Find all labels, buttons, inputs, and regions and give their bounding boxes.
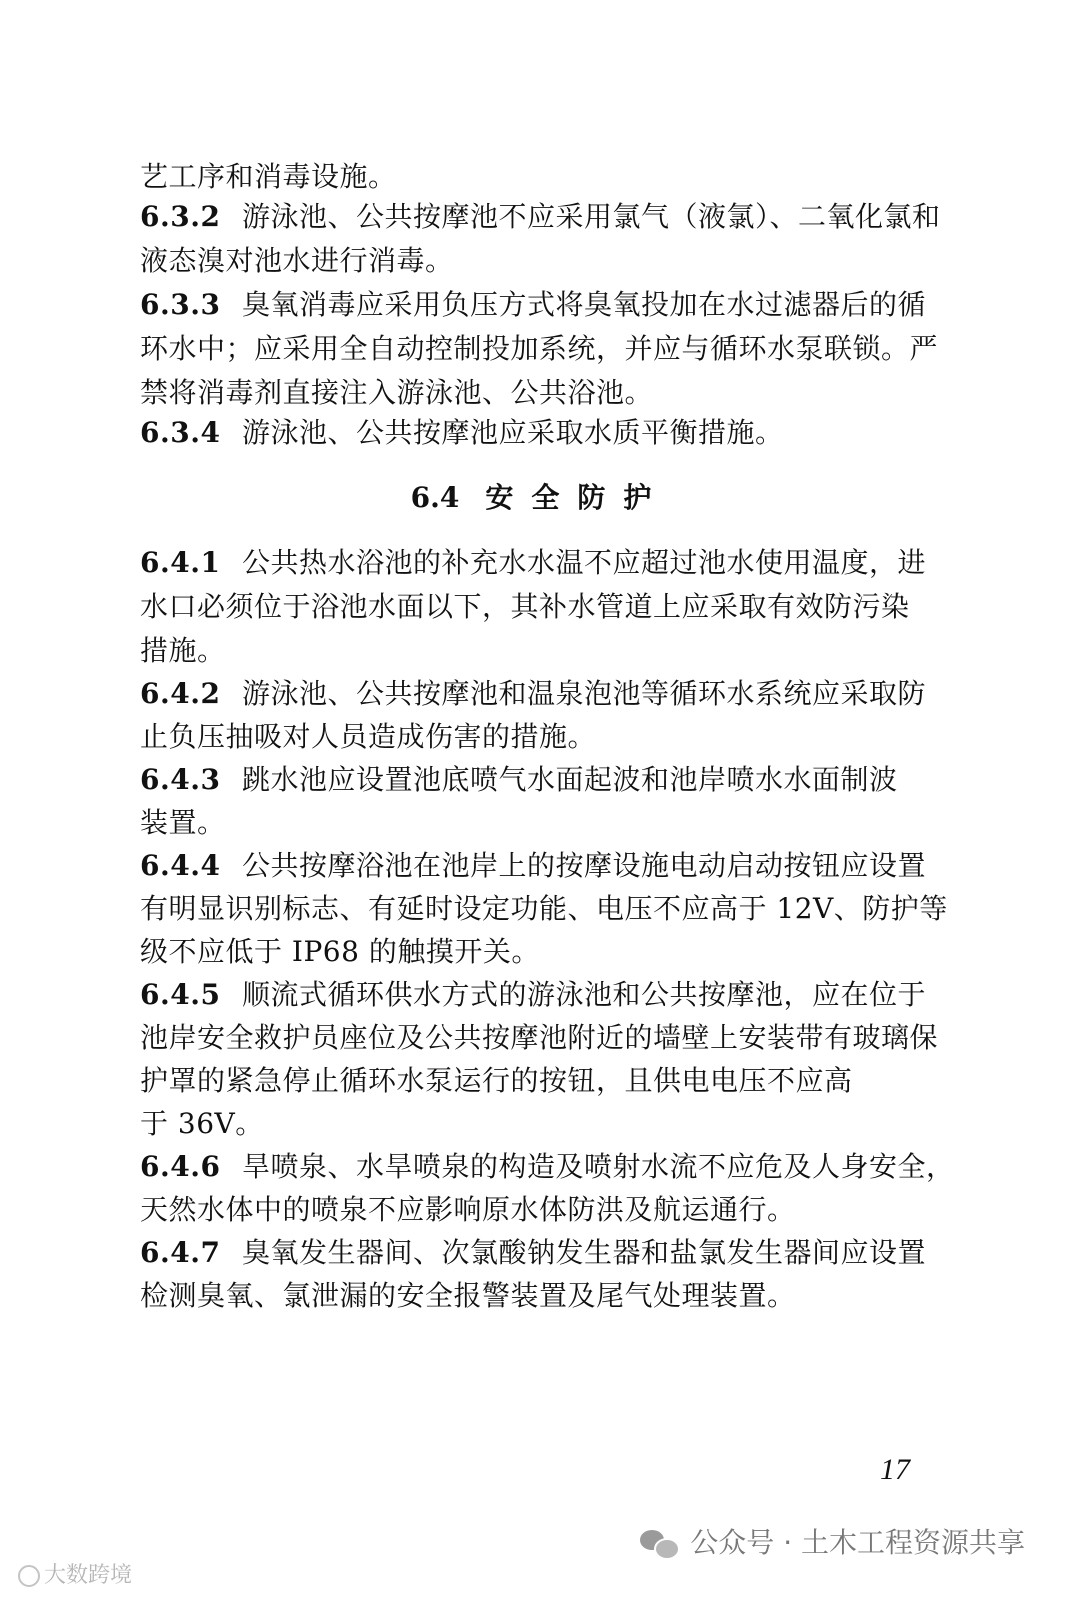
clause-number: 6.4.2 [140, 677, 221, 710]
clause-number: 6.4.3 [140, 763, 221, 796]
text-line [140, 197, 940, 237]
clause-text: 水口必须位于浴池水面以下，其补水管道上应采取有效防污染 [140, 590, 910, 623]
text-line [140, 674, 940, 714]
clause-text: 臭氧消毒应采用负压方式将臭氧投加在水过滤器后的循 [242, 288, 927, 321]
clause-text: 于 36V。 [140, 1107, 264, 1140]
clause-text: 游泳池、公共按摩池应采取水质平衡措施。 [242, 416, 784, 449]
clause-text: 液态溴对池水进行消毒。 [140, 244, 454, 277]
clause-text: 禁将消毒剂直接注入游泳池、公共浴池。 [140, 376, 654, 409]
clause-text: 措施。 [140, 634, 226, 667]
clause-text: 臭氧发生器间、次氯酸钠发生器和盐氯发生器间应设置 [242, 1236, 927, 1269]
text-line [140, 1190, 940, 1230]
clause-text: 公共热水浴池的补充水水温不应超过池水使用温度，进 [242, 546, 927, 579]
text-line [140, 329, 940, 369]
text-line [140, 543, 940, 583]
text-line [140, 932, 940, 972]
clause-text: 护罩的紧急停止循环水泵运行的按钮，且供电电压不应高 [140, 1064, 853, 1097]
clause-number: 6.3.4 [140, 416, 221, 449]
clause-text: 检测臭氧、氯泄漏的安全报警装置及尾气处理装置。 [140, 1279, 796, 1312]
clause-number: 6.4.4 [140, 849, 221, 882]
clause-number: 6.4.7 [140, 1236, 221, 1269]
smile-icon [18, 1565, 40, 1587]
clause-text: 游泳池、公共按摩池和温泉泡池等循环水系统应采取防 [242, 677, 927, 710]
clause-text: 天然水体中的喷泉不应影响原水体防洪及航运通行。 [140, 1193, 796, 1226]
wechat-watermark [640, 1523, 1025, 1563]
clause-text: 装置。 [140, 806, 226, 839]
clause-text: 旱喷泉、水旱喷泉的构造及喷射水流不应危及人身安全， [242, 1150, 955, 1183]
text-line [140, 889, 948, 929]
clause-text: 游泳池、公共按摩池不应采用氯气（液氯）、二氧化氯和 [242, 200, 941, 233]
clause-text: 环水中；应采用全自动控制投加系统，并应与循环水泵联锁。严 [140, 332, 939, 365]
page-number: 17 [880, 1453, 910, 1486]
text-line [140, 1233, 940, 1273]
text-line [140, 803, 940, 843]
clause-text: 级不应低于 IP68 的触摸开关。 [140, 935, 540, 968]
text-line [140, 1147, 955, 1187]
text-line [140, 1276, 940, 1316]
clause-number: 6.4.1 [140, 546, 221, 579]
text-line [140, 631, 940, 671]
text-line [140, 717, 940, 757]
clause-number: 6.4.6 [140, 1150, 221, 1183]
text-line [140, 1018, 940, 1058]
clause-text: 池岸安全救护员座位及公共按摩池附近的墙壁上安装带有玻璃保 [140, 1021, 939, 1054]
text-line [140, 373, 940, 413]
corner-watermark [18, 1561, 132, 1591]
clause-text: 止负压抽吸对人员造成伤害的措施。 [140, 720, 597, 753]
corner-watermark-text: 大数跨境 [44, 1563, 133, 1588]
section-title: 安全防护 [485, 481, 670, 514]
text-line [140, 587, 940, 627]
text-line [140, 760, 940, 800]
section-heading [0, 478, 1080, 518]
clause-number: 6.3.2 [140, 200, 221, 233]
text-line [140, 285, 940, 325]
watermark-text: 公众号 · 土木工程资源共享 [690, 1526, 1025, 1559]
text-line [140, 241, 940, 281]
wechat-icon [640, 1528, 678, 1558]
clause-number: 6.4.5 [140, 978, 221, 1011]
text-line [140, 413, 940, 453]
clause-text: 有明显识别标志、有延时设定功能、电压不应高于 12V、防护等 [140, 892, 948, 925]
clause-text: 跳水池应设置池底喷气水面起波和池岸喷水水面制波 [242, 763, 898, 796]
text-line [140, 975, 940, 1015]
text-line [140, 157, 940, 197]
section-number: 6.4 [410, 481, 460, 514]
clause-text: 公共按摩浴池在池岸上的按摩设施电动启动按钮应设置 [242, 849, 927, 882]
clause-text: 艺工序和消毒设施。 [140, 160, 397, 193]
clause-text: 顺流式循环供水方式的游泳池和公共按摩池，应在位于 [242, 978, 927, 1011]
text-line [140, 1061, 940, 1101]
text-line [140, 846, 940, 886]
clause-number: 6.3.3 [140, 288, 221, 321]
text-line [140, 1104, 940, 1144]
